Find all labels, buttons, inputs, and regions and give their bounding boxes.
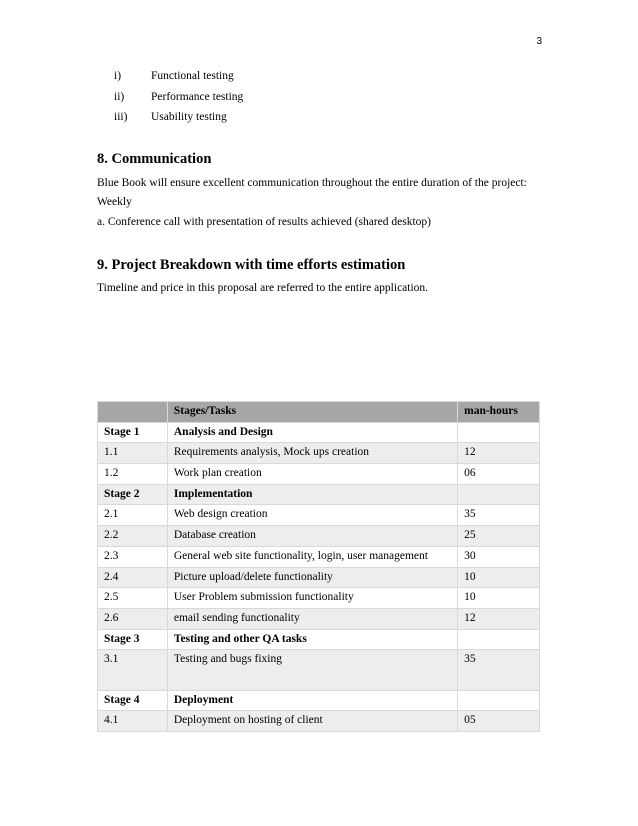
cell-task: General web site functionality, login, user management [167, 546, 457, 567]
cell-hours: 25 [458, 526, 540, 547]
list-item-numeral: ii) [114, 90, 125, 103]
table-row [98, 690, 540, 711]
cell-task: Web design creation [167, 505, 457, 526]
cell-id: 4.1 [98, 711, 168, 732]
cell-id: 2.2 [98, 526, 168, 547]
breakdown-table [97, 401, 540, 732]
list-item [0, 111, 638, 132]
cell-id: 2.1 [98, 505, 168, 526]
communication-heading: 8. Communication [97, 151, 212, 167]
table-row [98, 464, 540, 485]
table-row [98, 711, 540, 732]
cell-task: User Problem submission functionality [167, 588, 457, 609]
cell-hours [458, 690, 540, 711]
communication-item: a. Conference call with presentation of results achieved (shared desktop) [97, 216, 432, 228]
cell-hours: 10 [458, 588, 540, 609]
cell-task: Testing and other QA tasks [167, 629, 457, 650]
cell-id: Stage 3 [98, 629, 168, 650]
cell-id: 3.1 [98, 650, 168, 691]
cell-hours [458, 422, 540, 443]
cell-id: 1.1 [98, 443, 168, 464]
cell-hours: 12 [458, 443, 540, 464]
cell-hours: 06 [458, 464, 540, 485]
breakdown-paragraph: Timeline and price in this proposal are referred to the entire application. [97, 282, 429, 294]
communication-frequency: Weekly [97, 196, 132, 208]
list-item-text: Functional testing [151, 70, 234, 82]
header-stage [98, 402, 168, 423]
list-item-numeral: iii) [114, 111, 128, 123]
table-row [98, 650, 540, 691]
table-row [98, 567, 540, 588]
cell-id: 2.5 [98, 588, 168, 609]
cell-hours: 10 [458, 567, 540, 588]
cell-id: Stage 1 [98, 422, 168, 443]
cell-task: Database creation [167, 526, 457, 547]
table-row [98, 629, 540, 650]
cell-hours: 35 [458, 650, 540, 691]
header-stages-tasks: Stages/Tasks [167, 402, 457, 423]
list-item [0, 91, 638, 112]
list-item-numeral: i) [114, 70, 122, 82]
cell-task: Picture upload/delete functionality [167, 567, 457, 588]
table-header-row [98, 402, 540, 423]
table-body [98, 422, 540, 731]
cell-task: Implementation [167, 484, 457, 505]
cell-hours [458, 484, 540, 505]
table-row [98, 588, 540, 609]
cell-hours: 05 [458, 711, 540, 732]
list-item-text: Usability testing [151, 111, 227, 123]
table-row [98, 505, 540, 526]
cell-task: Deployment [167, 690, 457, 711]
cell-id: 1.2 [98, 464, 168, 485]
cell-hours: 35 [458, 505, 540, 526]
breakdown-heading: 9. Project Breakdown with time efforts estimation [97, 257, 406, 273]
cell-id: 2.6 [98, 608, 168, 629]
cell-task: Work plan creation [167, 464, 457, 485]
cell-task: Testing and bugs fixing [167, 650, 457, 691]
cell-task: Deployment on hosting of client [167, 711, 457, 732]
table-row [98, 526, 540, 547]
page-number: 3 [536, 36, 542, 47]
cell-hours: 12 [458, 608, 540, 629]
cell-task: email sending functionality [167, 608, 457, 629]
table-row [98, 422, 540, 443]
cell-id: 2.4 [98, 567, 168, 588]
table-row [98, 484, 540, 505]
cell-task: Analysis and Design [167, 422, 457, 443]
cell-id: Stage 4 [98, 690, 168, 711]
cell-id: Stage 2 [98, 484, 168, 505]
communication-paragraph: Blue Book will ensure excellent communication throughout the entire duration of the project: [97, 177, 527, 189]
list-item [0, 70, 638, 91]
cell-id: 2.3 [98, 546, 168, 567]
cell-task: Requirements analysis, Mock ups creation [167, 443, 457, 464]
list-item-text: Performance testing [151, 90, 244, 103]
cell-hours [458, 629, 540, 650]
table-row [98, 546, 540, 567]
cell-hours: 30 [458, 546, 540, 567]
testing-types-list [0, 70, 638, 132]
table-row [98, 443, 540, 464]
table-row [98, 608, 540, 629]
header-man-hours: man-hours [458, 402, 540, 423]
